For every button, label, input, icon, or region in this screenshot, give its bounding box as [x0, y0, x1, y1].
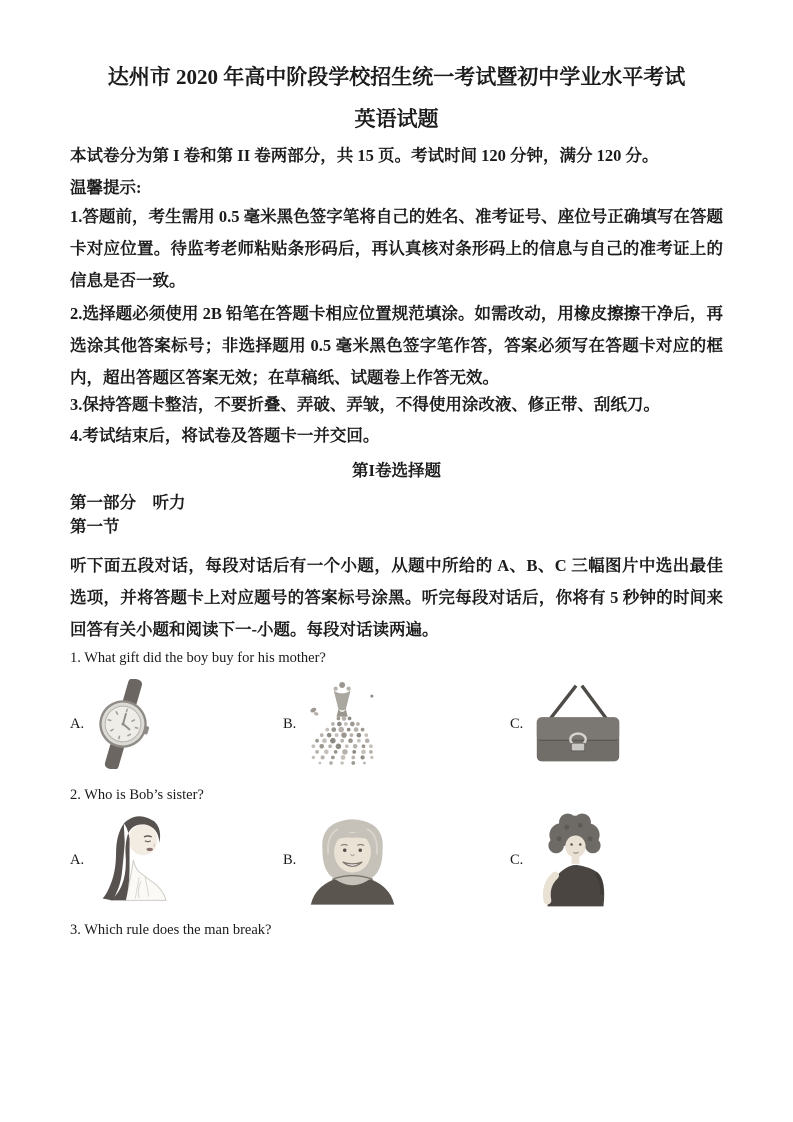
question-2-option-b [283, 812, 400, 908]
question-1-option-b [283, 676, 383, 772]
option-letter: B. [283, 715, 297, 732]
question-1-text: 1. What gift did the boy buy for his mother? [70, 650, 326, 666]
volume-heading: 第I卷选择题 [352, 461, 441, 480]
woman-with-blonde-hair-smiling-image [305, 815, 400, 905]
question-2-option-a [70, 812, 193, 908]
option-letter: A. [70, 715, 85, 732]
paper-subtitle: 英语试题 [354, 107, 439, 131]
option-letter: C. [510, 851, 524, 868]
woman-with-short-curly-hair-image [532, 813, 617, 907]
question-1-option-a [70, 676, 153, 772]
option-letter: C. [510, 715, 524, 732]
part-heading: 第一部分 听力 [70, 493, 186, 512]
notice-item-3: 3.保持答题卡整洁，不要折叠、弄破、弄皱，不得使用涂改液、修正带、刮纸刀。 [70, 395, 660, 414]
question-1-option-c [510, 676, 624, 772]
question-2-option-c [510, 812, 617, 908]
option-letter: A. [70, 851, 85, 868]
handbag-image [532, 682, 624, 766]
notice-item-2: 2.选择题必须使用 2B 铅笔在答题卡相应位置规范填涂。如需改动，用橡皮擦擦干净后，再选涂其他答案标号；非选择题用 0.5 毫米黑色签字笔作答，答案必须写在答题卡对应的框内，超出答题区答案无效；在草稿纸、试题卷上作答无效。 [70, 304, 723, 387]
question-2-text: 2. Who is Bob’s sister? [70, 787, 204, 803]
notice-item-4: 4.考试结束后，将试卷及答题卡一并交回。 [70, 426, 380, 445]
option-letter: B. [283, 851, 297, 868]
question-1-options [70, 676, 723, 772]
girl-with-long-dark-hair-image [93, 813, 193, 907]
notice-title: 温馨提示: [70, 178, 142, 197]
exam-info: 本试卷分为第 I 卷和第 II 卷两部分，共 15 页。考试时间 120 分钟，满分 120 分。 [70, 146, 659, 165]
section-heading: 第一节 [70, 517, 120, 536]
question-2-options [70, 812, 723, 908]
listening-instructions: 听下面五段对话，每段对话后有一个小题，从题中所给的 A、B、C 三幅图片中选出最佳选项，并将答题卡上对应题号的答案标号涂黑。听完每段对话后，你将有 5 秒钟的时间来回答有关小题和阅读下一-小题。每段对话读两遍。 [70, 556, 723, 639]
wristwatch-image [93, 679, 153, 769]
floral-dress-image [305, 677, 383, 771]
question-3-text: 3. Which rule does the man break? [70, 922, 272, 938]
exam-title: 达州市 2020 年高中阶段学校招生统一考试暨初中学业水平考试 [107, 65, 686, 89]
notice-item-1: 1.答题前，考生需用 0.5 毫米黑色签字笔将自己的姓名、准考证号、座位号正确填写在答题卡对应位置。待监考老师粘贴条形码后，再认真核对条形码上的信息与自己的准考证上的信息是否一致。 [70, 207, 723, 290]
